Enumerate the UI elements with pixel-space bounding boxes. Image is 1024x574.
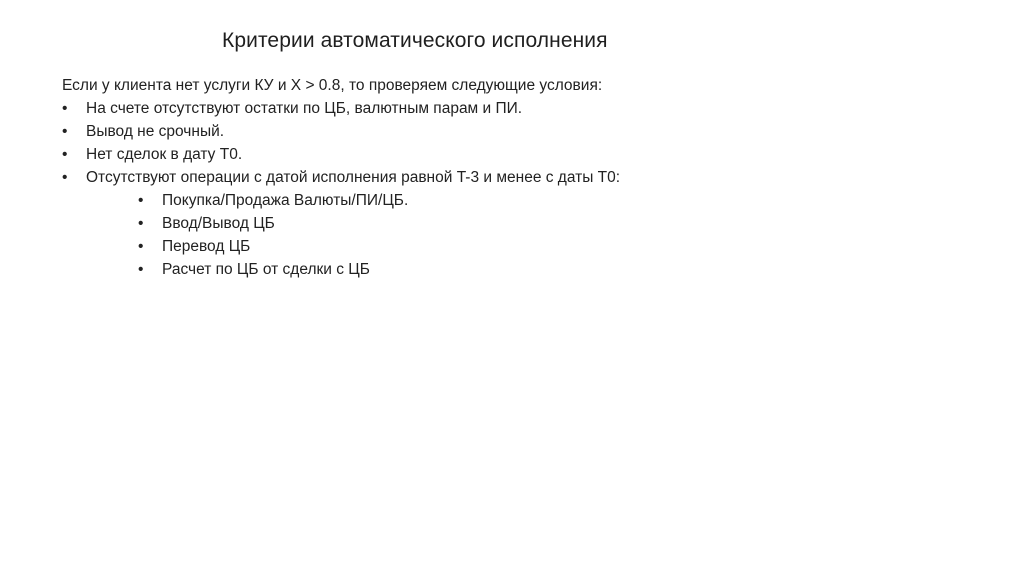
operation-item [134,212,620,235]
operation-text: Перевод ЦБ [162,238,251,255]
condition-item [62,97,620,120]
condition-text: На счете отсутствуют остатки по ЦБ, валютным парам и ПИ. [86,100,523,117]
slide-title: Критерии автоматического исполнения [222,29,608,52]
condition-item [62,143,620,166]
bullet-icon: • [62,169,68,186]
condition-item [62,166,620,189]
operation-item [134,235,620,258]
condition-item [62,120,620,143]
intro-text: Если у клиента нет услуги КУ и X > 0.8, то проверяем следующие условия: [62,77,603,94]
condition-text: Нет сделок в дату T0. [86,146,243,163]
bullet-icon: • [62,100,68,117]
slide-body [62,74,620,281]
operation-text: Расчет по ЦБ от сделки с ЦБ [162,261,370,278]
bullet-icon: • [138,192,144,209]
operation-text: Ввод/Вывод ЦБ [162,215,275,232]
operation-text: Покупка/Продажа Валюты/ПИ/ЦБ. [162,192,409,209]
bullet-icon: • [138,215,144,232]
operations-list [134,189,620,281]
bullet-icon: • [62,123,68,140]
bullet-icon: • [62,146,68,163]
bullet-icon: • [138,238,144,255]
conditions-list [62,97,620,189]
bullet-icon: • [138,261,144,278]
operation-item [134,258,620,281]
operation-item [134,189,620,212]
condition-text: Вывод не срочный. [86,123,225,140]
condition-text: Отсутствуют операции с датой исполнения равной T-3 и менее с даты T0: [86,169,621,186]
